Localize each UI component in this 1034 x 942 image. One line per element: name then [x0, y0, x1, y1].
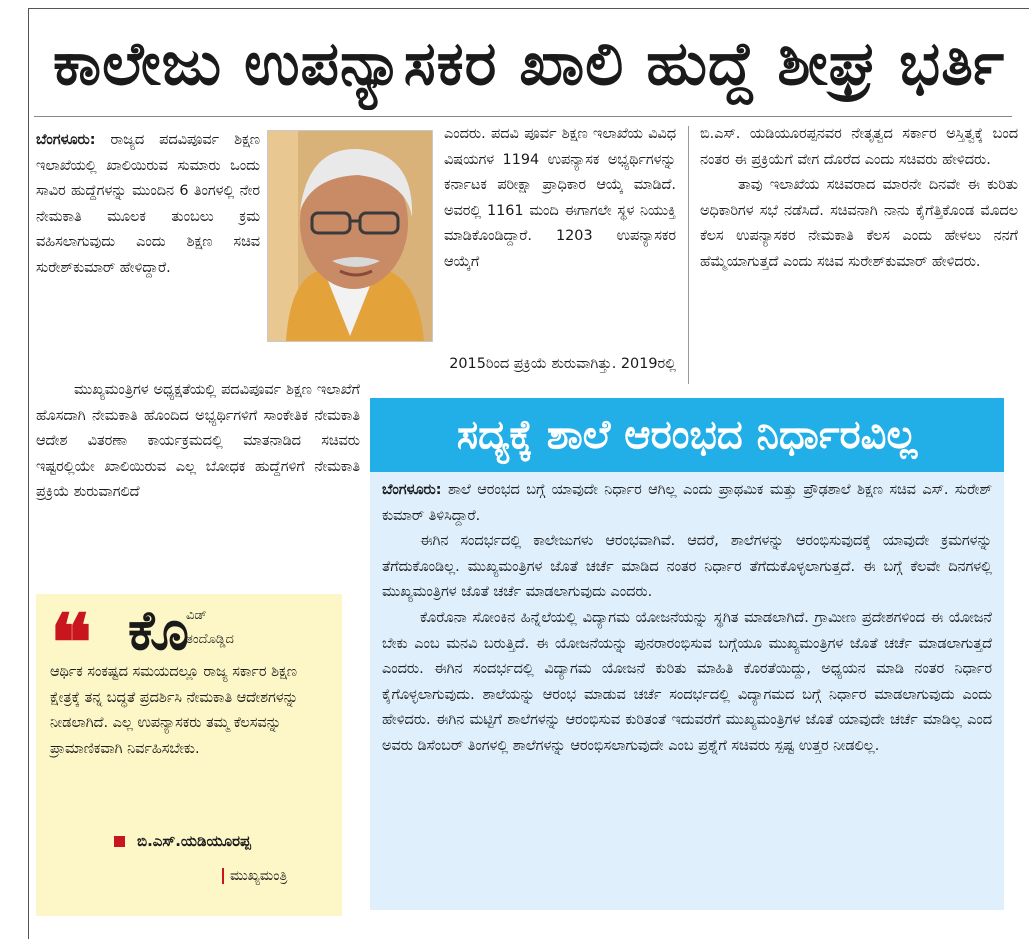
- quote-marks-icon: ❝: [50, 598, 92, 689]
- quote-body: ಆರ್ಥಿಕ ಸಂಕಷ್ಟದ ಸಮಯದಲ್ಲೂ ರಾಜ್ಯ ಸರ್ಕಾರ ಶಿಕ್ಷಣ ಕ್ಷೇತ್ರಕ್ಕೆ ತನ್ನ ಬದ್ಧತೆ ಪ್ರದರ್ಶಿಸಿ ನೇಮಕಾತಿ ಆದೇಶಗಳನ್ನು ನೀಡಲಾಗಿದೆ. ಎಲ್ಲ ಉಪನ್ಯಾಸಕರು ತಮ್ಮ ಕೆಲಸವನ್ನು ಪ್ರಾಮಾಣಿಕವಾಗಿ ನಿರ್ವಹಿಸಬೇಕು.: [50, 664, 299, 757]
- dateline: ಬೆಂಗಳೂರು:: [36, 132, 96, 148]
- article-column-2-tail: [368, 352, 676, 378]
- sidebar-headline: ಸದ್ಯಕ್ಕೆ ಶಾಲೆ ಆರಂಭದ ನಿರ್ಧಾರವಿಲ್ಲ: [370, 398, 1004, 472]
- article-paragraph-1: [36, 128, 260, 282]
- portrait-image: [268, 131, 432, 341]
- sidebar-paragraph-2: ಈಗಿನ ಸಂದರ್ಭದಲ್ಲಿ ಕಾಲೇಜುಗಳು ಆರಂಭವಾಗಿವೆ. ಆದರೆ, ಶಾಲೆಗಳನ್ನು ಆರಂಭಿಸುವುದಕ್ಕೆ ಯಾವುದೇ ಕ್ರಮಗಳನ್ನು ತೆಗೆದುಕೊಂಡಿಲ್ಲ. ಮುಖ್ಯಮಂತ್ರಿಗಳ ಜೊತೆ ಚರ್ಚೆ ಮಾಡಿದ ನಂತರ ನಿರ್ಧಾರ ತೆಗೆದುಕೊಳ್ಳಲಾಗುತ್ತದೆ. ಈ ಬಗ್ಗೆ ಕೆಲವೇ ದಿನಗಳಲ್ಲಿ ಮುಖ್ಯಮಂತ್ರಿಗಳ ಜೊತೆ ಚರ್ಚೆ ಮಾಡಲಾಗುವುದು ಎಂದರು.: [382, 533, 992, 601]
- article-p1-text: ರಾಜ್ಯದ ಪದವಿಪೂರ್ವ ಶಿಕ್ಷಣ ಇಲಾಖೆಯಲ್ಲಿ ಖಾಲಿಯಿರುವ ಸುಮಾರು ಒಂದು ಸಾವಿರ ಹುದ್ದೆಗಳನ್ನು ಮುಂದಿನ 6 ತಿಂಗಳಲ್ಲಿ ನೇರ ನೇಮಕಾತಿ ಮೂಲಕ ತುಂಬಲು ಕ್ರಮ ವಹಿಸಲಾಗುವುದು ಎಂದು ಶಿಕ್ಷಣ ಸಚಿವ ಸುರೇಶ್‌ಕುಮಾರ್ ಹೇಳಿದ್ದಾರೆ.: [36, 132, 260, 276]
- quote-role-text: ಮುಖ್ಯಮಂತ್ರಿ: [230, 868, 288, 884]
- article-col3-p1: ಬಿ.ಎಸ್. ಯಡಿಯೂರಪ್ಪನವರ ನೇತೃತ್ವದ ಸರ್ಕಾರ ಅಸ್ತಿತ್ವಕ್ಕೆ ಬಂದ ನಂತರ ಈ ಪ್ರಕ್ರಿಯೆಗೆ ವೇಗ ದೊರೆದ ಎಂದು ಸಚಿವರು ಹೇಳಿದರು.: [700, 126, 1018, 168]
- article-paragraph-2: ಮುಖ್ಯಮಂತ್ರಿಗಳ ಅಧ್ಯಕ್ಷತೆಯಲ್ಲಿ ಪದವಿಪೂರ್ವ ಶಿಕ್ಷಣ ಇಲಾಖೆಗೆ ಹೊಸದಾಗಿ ನೇಮಕಾತಿ ಹೊಂದಿದ ಅಭ್ಯರ್ಥಿಗಳಿಗೆ ಸಾಂಕೇತಿಕ ನೇಮಕಾತಿ ಆದೇಶ ವಿತರಣಾ ಕಾರ್ಯಕ್ರಮದಲ್ಲಿ ಮಾತನಾಡಿದ ಸಚಿವರು ಇಷ್ಟರಲ್ಲಿಯೇ ಖಾಲಿಯಿರುವ ಎಲ್ಲ ಬೋಧಕ ಹುದ್ದೆಗಳಿಗೆ ನೇಮಕಾತಿ ಪ್ರಕ್ರಿಯೆ ಶುರುವಾಗಲಿದೆ: [36, 382, 360, 501]
- quote-box: [36, 594, 342, 916]
- article-column-2: [444, 122, 676, 276]
- sidebar-p1-text: ಶಾಲೆ ಆರಂಭದ ಬಗ್ಗೆ ಯಾವುದೇ ನಿರ್ಧಾರ ಆಗಿಲ್ಲ ಎಂದು ಪ್ರಾಥಮಿಕ ಮತ್ತು ಪ್ರೌಢಶಾಲೆ ಶಿಕ್ಷಣ ಸಚಿವ ಎಸ್. ಸುರೇಶ್ ಕುಮಾರ್ ತಿಳಿಸಿದ್ದಾರೆ.: [382, 482, 992, 524]
- quote-author: [114, 832, 251, 850]
- quote-drop-letter: ಕೊ: [128, 599, 189, 662]
- sidebar-body: [382, 478, 992, 760]
- article-col3-p2: ತಾವು ಇಲಾಖೆಯ ಸಚಿವರಾದ ಮಾರನೇ ದಿನವೇ ಈ ಕುರಿತು ಅಧಿಕಾರಿಗಳ ಸಭೆ ನಡೆಸಿದೆ. ಸಚಿವನಾಗಿ ನಾನು ಕೈಗೆತ್ತಿಕೊಂಡ ಮೊದಲ ಕೆಲಸ ಉಪನ್ಯಾಸಕರ ನೇಮಕಾತಿ ಕೆಲಸ ಎಂದು ಹೇಳಲು ನನಗೆ ಹೆಮ್ಮೆಯಾಗುತ್ತದೆ ಎಂದು ಸಚಿವ ಸುರೇಶ್‌ಕುಮಾರ್ ಹೇಳಿದರು.: [700, 177, 1018, 270]
- quote-lead-2: ತಂದೊಡ್ಡಿದ: [186, 632, 234, 647]
- article-column-1-lower: [36, 378, 360, 506]
- article-column-1: [36, 128, 260, 282]
- minister-photo: [267, 130, 433, 342]
- sidebar-story: [370, 398, 1004, 910]
- column-divider: [688, 126, 689, 384]
- sidebar-paragraph-1: [382, 478, 992, 529]
- article-column-3: [700, 122, 1018, 276]
- article-col2-text: ಎಂದರು. ಪದವಿ ಪೂರ್ವ ಶಿಕ್ಷಣ ಇಲಾಖೆಯ ವಿವಿಧ ವಿಷಯಗಳ 1194 ಉಪನ್ಯಾಸಕ ಅಭ್ಯರ್ಥಿಗಳನ್ನು ಕರ್ನಾಟಕ ಪರೀಕ್ಷಾ ಪ್ರಾಧಿಕಾರ ಆಯ್ಕೆ ಮಾಡಿದೆ. ಅವರಲ್ಲಿ 1161 ಮಂದಿ ಈಗಾಗಲೇ ಸ್ಥಳ ನಿಯುಕ್ತಿ ಮಾಡಿಕೊಂಡಿದ್ದಾರೆ. 1203 ಉಪನ್ಯಾಸಕರ ಆಯ್ಕೆಗೆ: [444, 126, 676, 270]
- headline-rule: [34, 116, 1012, 117]
- quote-role: [222, 868, 287, 884]
- quote-author-name: ಬಿ.ಎಸ್.ಯಡಿಯೂರಪ್ಪ: [137, 832, 251, 850]
- article-col2-tail-text: 2015ರಿಂದ ಪ್ರಕ್ರಿಯೆ ಶುರುವಾಗಿತ್ತು. 2019ರಲ್ಲಿ: [449, 356, 676, 372]
- bar-icon: [222, 868, 224, 884]
- quote-lead-1: ವಿಡ್: [186, 608, 207, 623]
- sidebar-dateline: ಬೆಂಗಳೂರು:: [382, 482, 442, 498]
- bullet-square-icon: [114, 836, 125, 847]
- main-headline: ಕಾಲೇಜು ಉಪನ್ಯಾಸಕರ ಖಾಲಿ ಹುದ್ದೆ ಶೀಘ್ರ ಭರ್ತಿ: [52, 29, 1006, 99]
- sidebar-paragraph-3: ಕೊರೊನಾ ಸೋಂಕಿನ ಹಿನ್ನೆಲೆಯಲ್ಲಿ ವಿದ್ಯಾಗಮ ಯೋಜನೆಯನ್ನು ಸ್ಥಗಿತ ಮಾಡಲಾಗಿದೆ. ಗ್ರಾಮೀಣ ಪ್ರದೇಶಗಳಿಂದ ಈ ಯೋಜನೆ ಬೇಕು ಎಂಬ ಮನವಿ ಬರುತ್ತಿದೆ. ಈ ಯೋಜನೆಯನ್ನು ಪುನರಾರಂಭಿಸುವ ಬಗ್ಗೆಯೂ ಮುಖ್ಯಮಂತ್ರಿಗಳ ಜೊತೆ ಚರ್ಚೆ ಮಾಡಲಾಗುತ್ತದೆ ಎಂದರು. ಈಗಿನ ಸಂದರ್ಭದಲ್ಲಿ ವಿದ್ಯಾಗಮ ಯೋಜನೆ ಕುರಿತು ಮಾಹಿತಿ ಕೊರತೆಯಿದ್ದು, ಅಧ್ಯಯನ ಮಾಡಿ ನಂತರ ನಿರ್ಧಾರ ಕೈಗೊಳ್ಳಲಾಗುವುದು. ಶಾಲೆಯನ್ನು ಆರಂಭ ಮಾಡುವ ಚರ್ಚೆ ಸಂದರ್ಭದಲ್ಲಿ ವಿದ್ಯಾಗಮದ ಬಗ್ಗೆ ನಿರ್ಧಾರ ಮಾಡಲಾಗುವುದು ಎಂದು ಹೇಳಿದರು. ಈಗಿನ ಮಟ್ಟಿಗೆ ಶಾಲೆಗಳನ್ನು ಆರಂಭಿಸುವ ಕುರಿತಂತೆ ಇದುವರೆಗೆ ಮುಖ್ಯಮಂತ್ರಿಗಳ ಜೊತೆ ಯಾವುದೇ ಚರ್ಚೆ ಮಾಡಿಲ್ಲ ಎಂದ ಅವರು ಡಿಸೆಂಬರ್ ತಿಂಗಳಲ್ಲಿ ಶಾಲೆಗಳನ್ನು ಆರಂಭಿಸಲಾಗುವುದೇ ಎಂಬ ಪ್ರಶ್ನೆಗೆ ಸಚಿವರು ಸ್ಪಷ್ಟ ಉತ್ತರ ನೀಡಲಿಲ್ಲ.: [382, 609, 992, 754]
